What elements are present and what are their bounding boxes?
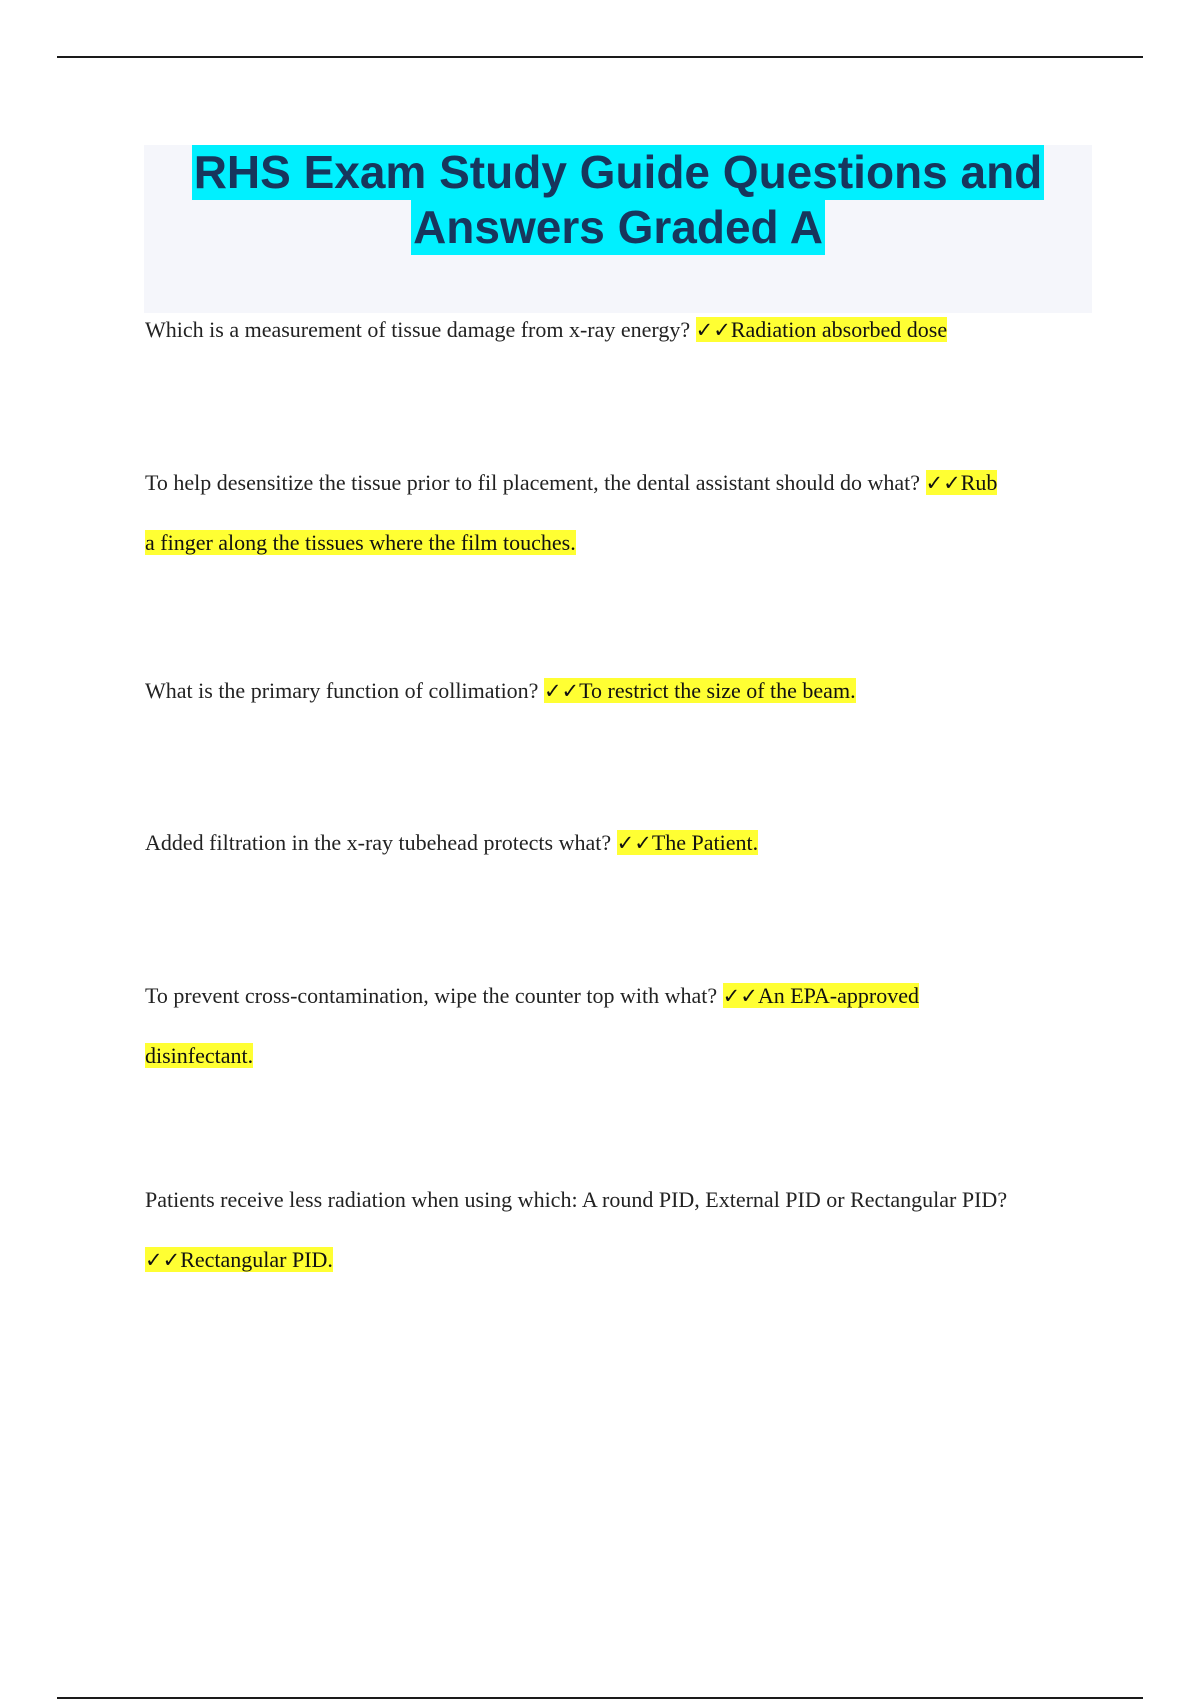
question-text: To prevent cross-contamination, wipe the counter top with what? [145,983,718,1008]
top-rule [57,56,1143,58]
answer-continuation: a finger along the tissues where the film touches. [145,530,576,555]
question-text: Which is a measurement of tissue damage from x-ray energy? [145,317,691,342]
title-line-1: RHS Exam Study Guide Questions and [193,146,1043,198]
question-text: Added filtration in the x-ray tubehead protects what? [145,830,612,855]
answer-text: An EPA-approved [757,983,919,1008]
bottom-rule [57,1697,1143,1699]
qa-item [145,813,1095,873]
answer-text: Rub [960,470,998,495]
double-check-icon: ✓✓ [695,318,731,342]
question-text: To help desensitize the tissue prior to fil placement, the dental assistant should do what? [145,470,920,495]
answer-highlight [145,1247,333,1272]
answer-text: Rectangular PID. [180,1247,333,1272]
double-check-icon: ✓✓ [722,984,758,1008]
answer-text: The Patient. [651,830,759,855]
answer-highlight [723,983,919,1008]
double-check-icon: ✓✓ [543,679,580,703]
qa-item [145,300,1095,360]
answer-highlight [544,678,856,703]
question-text: Patients receive less radiation when using which: A round PID, External PID or Rectangular PID? [145,1187,1008,1212]
question-text: What is the primary function of collimation? [145,678,539,703]
answer-highlight [617,830,759,855]
title-line-2: Answers Graded A [413,201,823,253]
answer-text: To restrict the size of the beam. [579,678,856,703]
answer-text: Radiation absorbed dose [730,317,948,342]
answer-highlight [926,470,998,495]
qa-item [145,453,1095,573]
double-check-icon: ✓✓ [925,471,961,495]
document-title [144,145,1092,255]
title-block [144,145,1092,313]
qa-item [145,661,1095,721]
answer-continuation: disinfectant. [145,1043,254,1068]
double-check-icon: ✓✓ [145,1248,181,1272]
qa-item [145,1170,1095,1290]
answer-highlight [696,317,948,342]
qa-item [145,966,1095,1086]
double-check-icon: ✓✓ [616,831,652,855]
